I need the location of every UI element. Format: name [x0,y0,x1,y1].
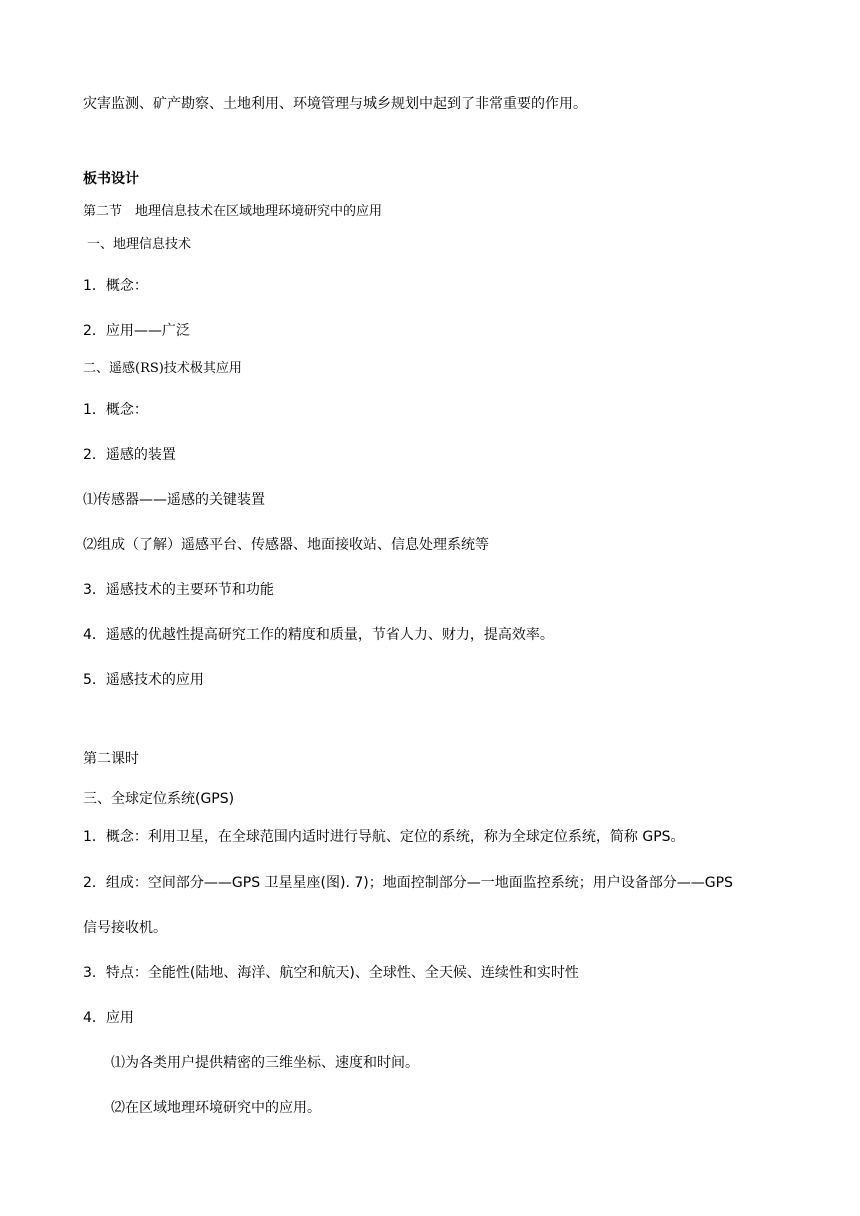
lesson-title: 第二节 地理信息技术在区域地理环境研究中的应用 [83,204,383,219]
list-item: ⑴传感器——遥感的关键装置 [83,492,265,508]
list-item: 1．概念： [83,402,148,418]
list-item: 3．遥感技术的主要环节和功能 [83,582,274,598]
list-item: 2．应用——广泛 [83,323,190,339]
heading-gis: 一、地理信息技术 [87,237,192,252]
list-item-continuation: 信号接收机。 [83,920,167,936]
list-item: ⑵组成（了解）遥感平台、传感器、地面接收站、信息处理系统等 [83,537,489,553]
list-item: 5．遥感技术的应用 [83,672,204,688]
paragraph-continuation: 灾害监测、矿产勘察、土地利用、环境管理与城乡规划中起到了非常重要的作用。 [83,96,587,112]
section-heading-second-lesson: 第二课时 [83,751,139,767]
sub-list-item: ⑴为各类用户提供精密的三维坐标、速度和时间。 [111,1055,419,1071]
heading-gps: 三、全球定位系统(GPS) [83,791,235,807]
list-item: 3．特点：全能性(陆地、海洋、航空和航天)、全球性、全天候、连续性和实时性 [83,965,579,981]
section-heading-board-design: 板书设计 [83,171,139,187]
list-item: 4．应用 [83,1010,134,1026]
list-item: 2．组成：空间部分——GPS 卫星星座(图). 7)；地面控制部分—一地面监控系统；用户设备部分——GPS [83,875,733,891]
list-item: 2．遥感的装置 [83,447,176,463]
list-item: 1．概念： [83,278,148,294]
sub-list-item: ⑵在区域地理环境研究中的应用。 [111,1100,321,1116]
heading-rs: 二、遥感(RS)技术极其应用 [83,361,242,376]
list-item: 4．遥感的优越性提高研究工作的精度和质量，节省人力、财力，提高效率。 [83,627,554,643]
list-item: 1．概念：利用卫星，在全球范围内适时进行导航、定位的系统，称为全球定位系统，简称 GPS。 [83,829,685,845]
